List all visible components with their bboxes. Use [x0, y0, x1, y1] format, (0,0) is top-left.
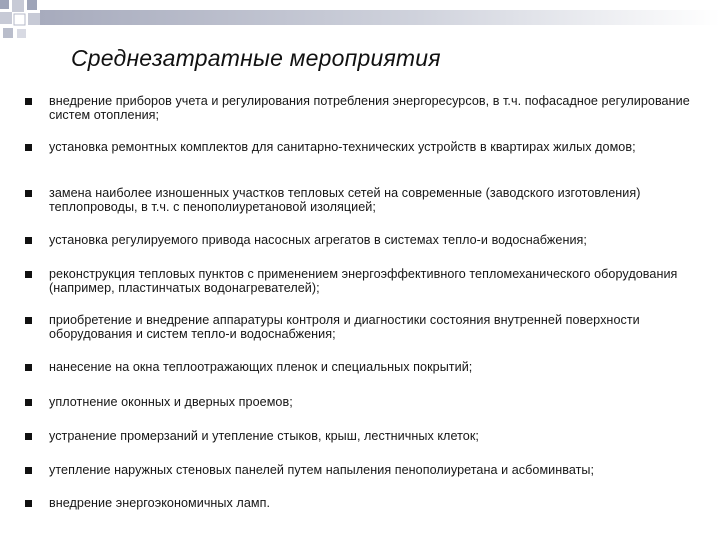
- list-item: [0, 313, 720, 341]
- list-item-text: внедрение энергоэкономичных ламп.: [49, 496, 271, 510]
- list-item: [0, 233, 720, 247]
- list-item: [0, 429, 720, 443]
- list-item: [0, 186, 720, 214]
- square-bullet-icon: [25, 433, 32, 440]
- list-item-text: нанесение на окна теплоотражающих пленок и специальных покрытий;: [49, 360, 473, 374]
- list-item: [0, 94, 720, 122]
- list-item-text: утепление наружных стеновых панелей путем напыления пенополиуретана и асбоминваты;: [49, 463, 595, 477]
- square-bullet-icon: [25, 144, 32, 151]
- list-item: [0, 496, 720, 510]
- list-item-text: устранение промерзаний и утепление стыков, крыш, лестничных клеток;: [49, 429, 479, 443]
- square-bullet-icon: [25, 190, 32, 197]
- square-bullet-icon: [25, 364, 32, 371]
- list-item: [0, 360, 720, 374]
- list-item: [0, 267, 720, 295]
- square-bullet-icon: [25, 467, 32, 474]
- list-item-text: замена наиболее изношенных участков тепловых сетей на современные (заводского изготовления) теплопроводы, в т.ч. с пенополиуретановой изоляцией;: [49, 186, 641, 214]
- list-item-text: приобретение и внедрение аппаратуры контроля и диагностики состояния внутренней поверхности оборудования и систем тепло-и водоснабжения;: [49, 313, 640, 341]
- slide-title: Среднезатратные мероприятия: [71, 45, 441, 71]
- list-item-text: реконструкция тепловых пунктов с применением энергоэффективного тепломеханического оборудования (например, пластинчатых водонагревателей);: [49, 267, 678, 295]
- list-item: [0, 463, 720, 477]
- square-bullet-icon: [25, 317, 32, 324]
- square-bullet-icon: [25, 271, 32, 278]
- list-item: [0, 395, 720, 409]
- square-bullet-icon: [25, 237, 32, 244]
- square-bullet-icon: [25, 399, 32, 406]
- list-item-text: внедрение приборов учета и регулирования потребления энергоресурсов, в т.ч. пофасадное регулирование систем отопления;: [49, 94, 690, 122]
- square-bullet-icon: [25, 98, 32, 105]
- list-item: [0, 140, 720, 154]
- square-bullet-icon: [25, 500, 32, 507]
- list-item-text: уплотнение оконных и дверных проемов;: [49, 395, 293, 409]
- list-item-text: установка ремонтных комплектов для санитарно-технических устройств в квартирах жилых домов;: [49, 140, 636, 154]
- list-item-text: установка регулируемого привода насосных агрегатов в системах тепло-и водоснабжения;: [49, 233, 587, 247]
